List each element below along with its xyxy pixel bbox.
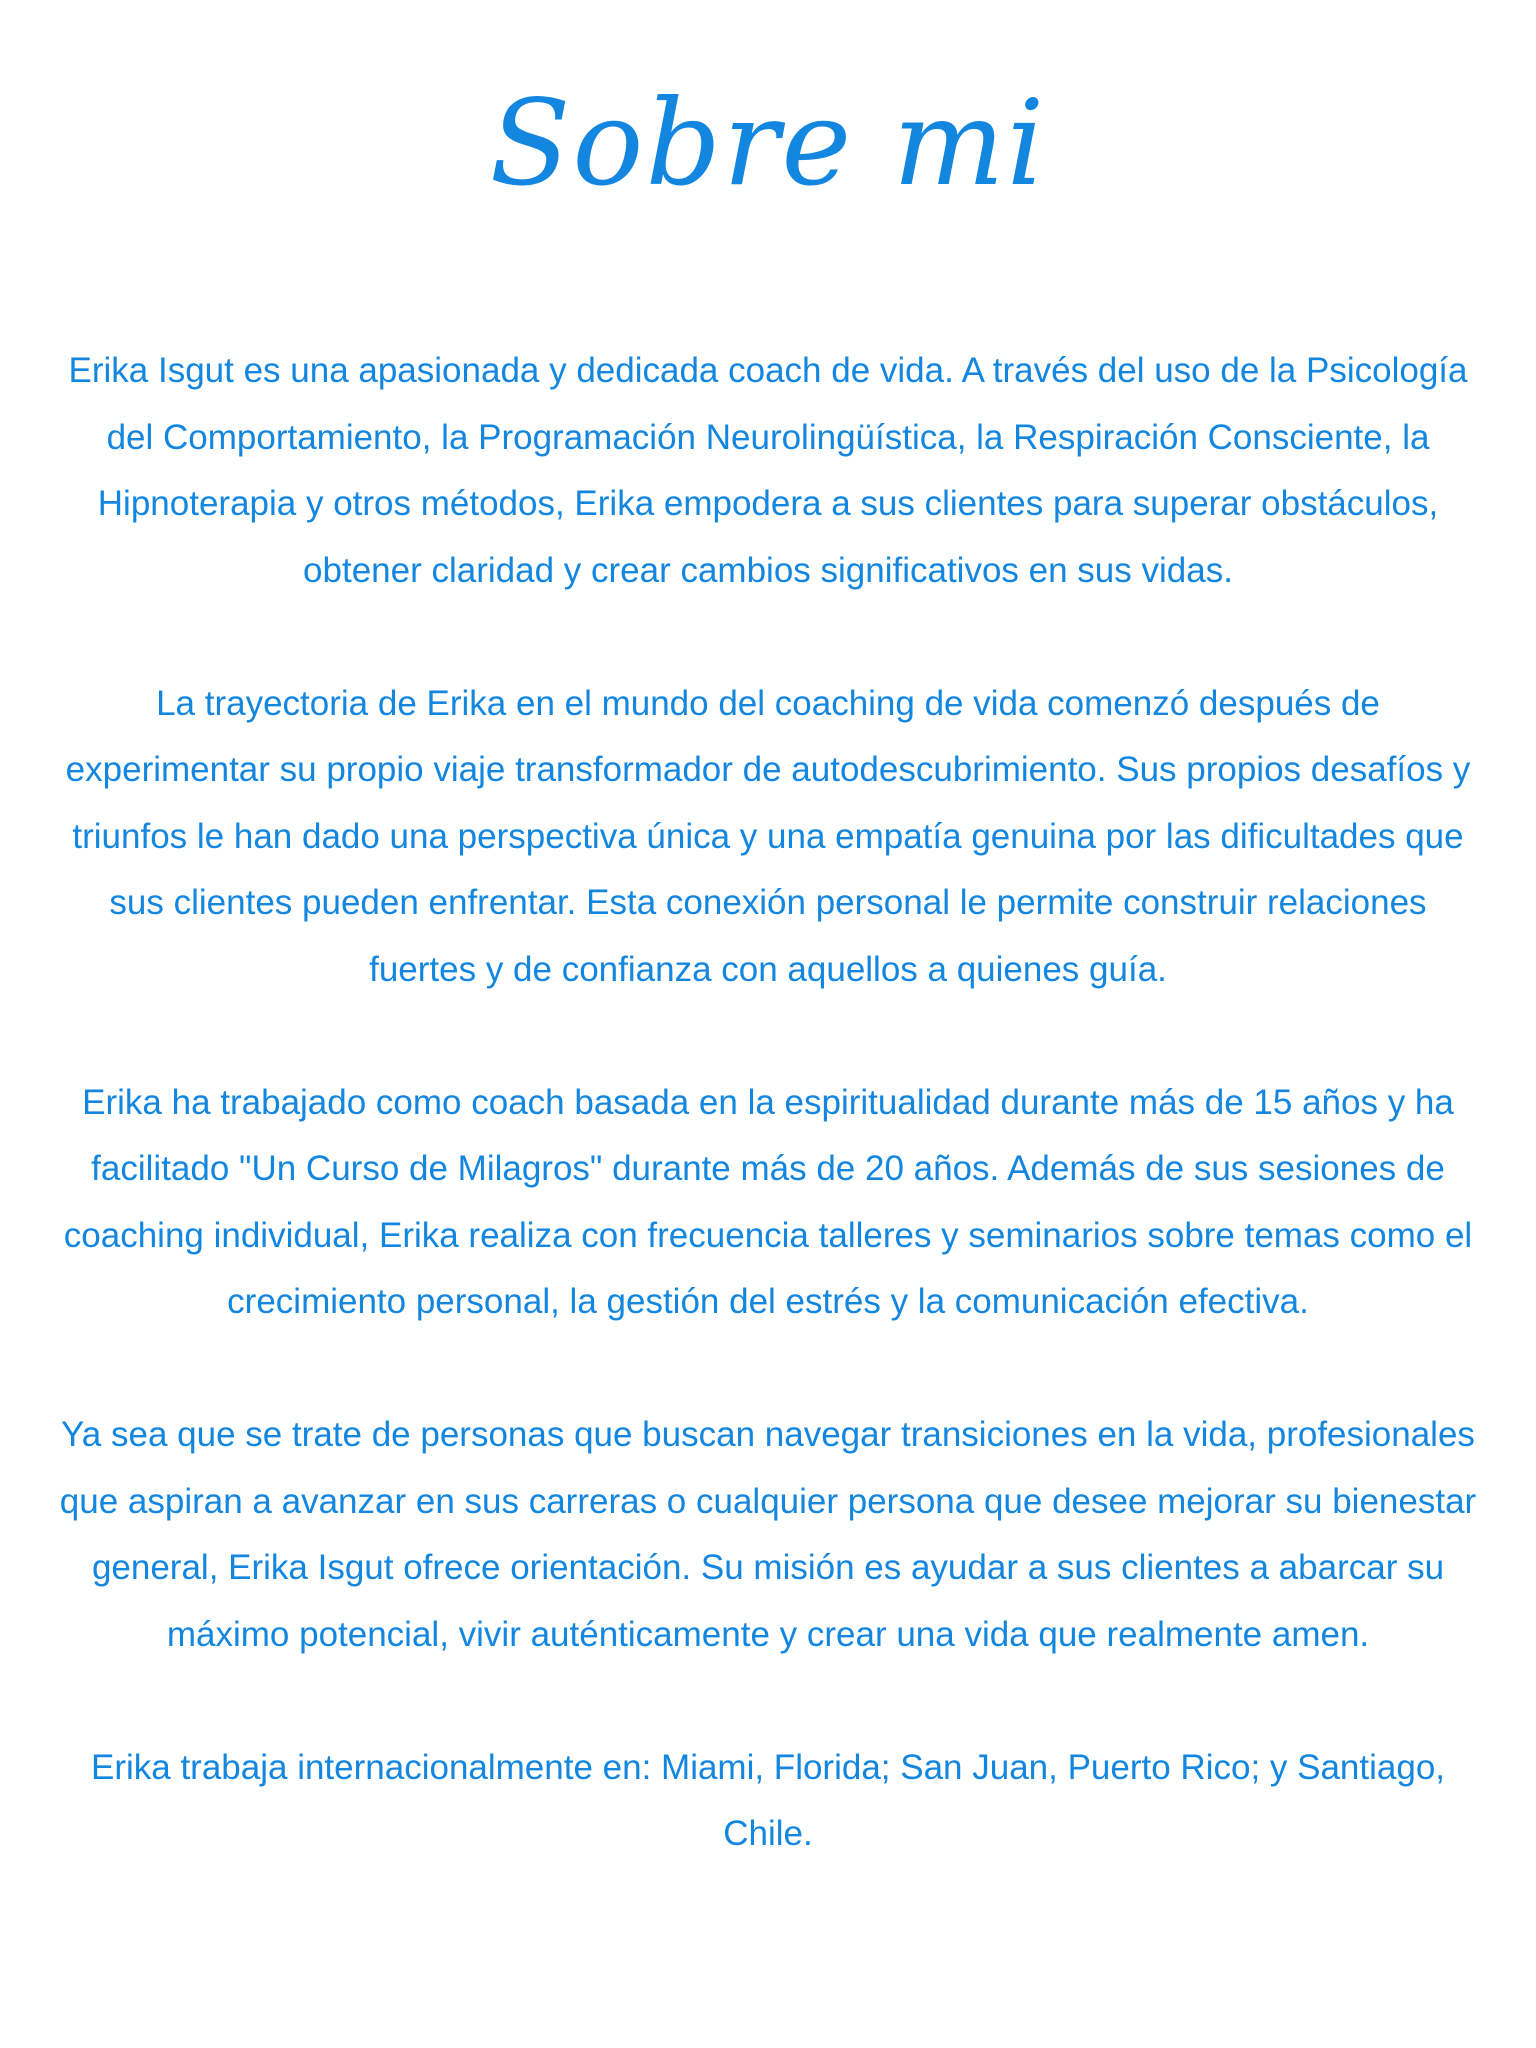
- paragraph-intro: Erika Isgut es una apasionada y dedicada coach de vida. A través del uso de la Psicología del Comportamiento, la Programación Neurolingüística, la Respiración Consciente, la Hipnoterapia y otros métodos, Erika empodera a sus clientes para superar obstáculos, obtener claridad y crear cambios significativos en sus vidas.: [68, 351, 1468, 590]
- about-body: [55, 338, 1481, 1868]
- paragraph-trajectory: La trayectoria de Erika en el mundo del coaching de vida comenzó después de experimentar su propio viaje transformador de autodescubrimiento. Sus propios desafíos y triunfos le han dado una perspectiva única y una empatía genuina por las dificultades que sus clientes pueden enfrentar. Esta conexión personal le permite construir relaciones fuertes y de confianza con aquellos a quienes guía.: [65, 683, 1471, 989]
- paragraph-experience: Erika ha trabajado como coach basada en la espiritualidad durante más de 15 años y ha facilitado "Un Curso de Milagros" durante más de 20 años. Además de sus sesiones de coaching individual, Erika realiza con frecuencia talleres y seminarios sobre temas como el crecimiento personal, la gestión del estrés y la comunicación efectiva.: [63, 1082, 1473, 1321]
- page-title: Sobre mi: [489, 74, 1047, 212]
- paragraph-locations: Erika trabaja internacionalmente en: Miami, Florida; San Juan, Puerto Rico; y Santiago, Chile.: [90, 1747, 1446, 1853]
- paragraph-mission: Ya sea que se trate de personas que buscan navegar transiciones en la vida, profesionales que aspiran a avanzar en sus carreras o cualquier persona que desee mejorar su bienestar general, Erika Isgut ofrece orientación. Su misión es ayudar a sus clientes a abarcar su máximo potencial, vivir auténticamente y crear una vida que realmente amen.: [59, 1415, 1477, 1654]
